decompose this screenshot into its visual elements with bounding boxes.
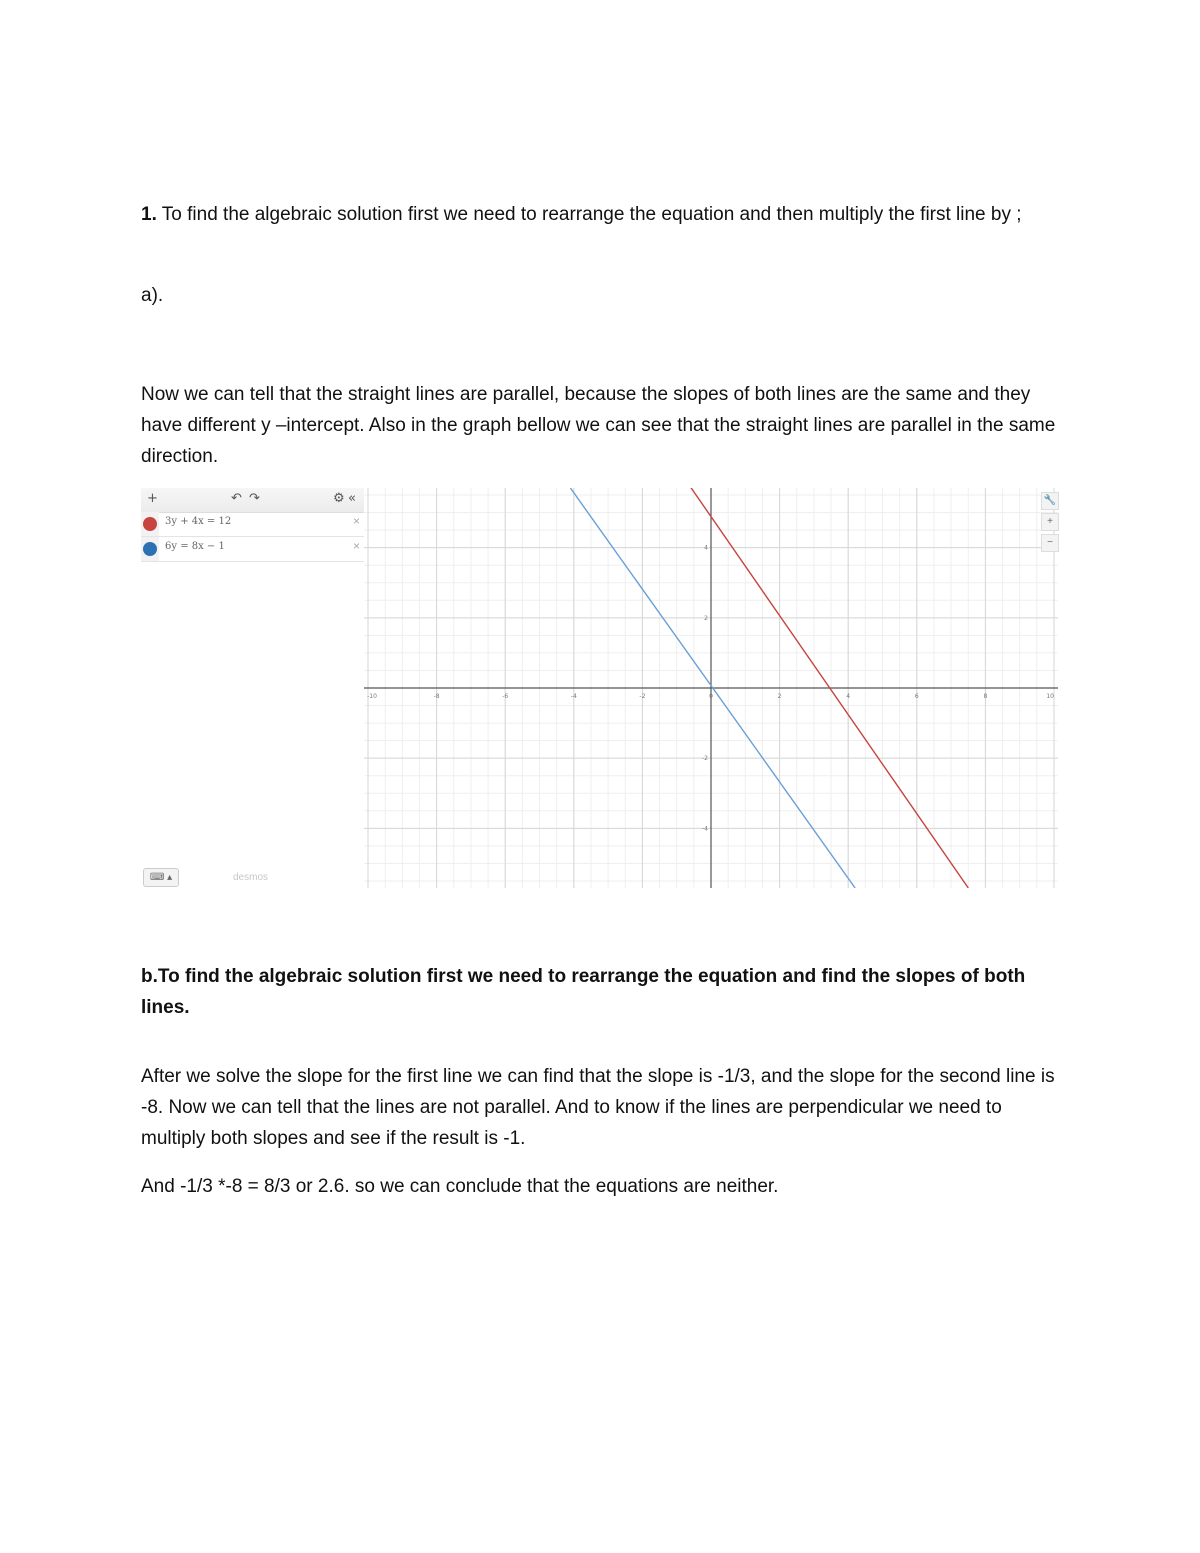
y-tick-label: -4 <box>702 825 708 833</box>
expression-text[interactable]: 6y = 8x − 1 <box>165 541 225 552</box>
x-tick-label: 0 <box>709 693 713 700</box>
x-tick-label: -4 <box>570 693 577 700</box>
question-number: 1. <box>141 204 157 225</box>
expression-toolbar <box>141 488 364 513</box>
collapse-icon[interactable]: « <box>348 491 356 506</box>
expression-text[interactable]: 3y + 4x = 12 <box>165 516 232 527</box>
expression-row[interactable] <box>141 537 364 562</box>
redo-icon[interactable]: ↷ <box>249 491 260 506</box>
paragraph-1 <box>141 199 1066 230</box>
expression-panel <box>141 488 364 888</box>
x-tick-label: -2 <box>639 693 646 700</box>
y-tick-label: -2 <box>702 755 708 763</box>
graph-color-icon[interactable] <box>143 542 157 556</box>
y-tick-label: 2 <box>704 614 708 622</box>
paragraph-1-text: To find the algebraic solution first we need to rearrange the equation and then multiply the first line by ; <box>156 204 1022 225</box>
x-tick-label: 4 <box>846 693 851 700</box>
graph-canvas[interactable] <box>364 488 1058 888</box>
zoom-out-button[interactable]: − <box>1041 534 1059 552</box>
delete-icon[interactable]: × <box>352 514 360 528</box>
x-tick-label: 10 <box>1046 693 1054 700</box>
paragraph-6: And -1/3 *-8 = 8/3 or 2.6. so we can conclude that the equations are neither. <box>141 1176 779 1197</box>
paragraph-a-label: a). <box>141 285 164 306</box>
y-tick-label: 4 <box>704 544 708 552</box>
x-tick-label: -8 <box>433 693 440 700</box>
x-tick-label: -10 <box>367 693 377 700</box>
x-tick-label: -6 <box>502 693 509 700</box>
keypad-toggle-button[interactable]: ⌨ ▴ <box>143 868 179 887</box>
undo-icon[interactable]: ↶ <box>231 491 242 506</box>
delete-icon[interactable]: × <box>352 539 360 553</box>
x-tick-label: 2 <box>777 693 782 700</box>
wrench-icon[interactable]: 🔧 <box>1041 492 1059 510</box>
x-tick-label: 8 <box>983 693 988 700</box>
graph-color-icon[interactable] <box>143 517 157 531</box>
gear-icon[interactable]: ⚙ <box>333 491 345 506</box>
x-tick-label: 6 <box>914 693 919 700</box>
expression-row[interactable] <box>141 512 364 537</box>
zoom-in-button[interactable]: + <box>1041 513 1059 531</box>
desmos-screenshot <box>141 488 1058 888</box>
paragraph-3: Now we can tell that the straight lines are parallel, because the slopes of both lines are the same and they have different y –intercept. Also in the graph bellow we can see that the straight lines are parallel in the same direction. <box>141 384 1056 467</box>
desmos-logo: desmos <box>233 872 269 883</box>
paragraph-b: b.To find the algebraic solution first we need to rearrange the equation and find the slopes of both lines. <box>141 966 1026 1018</box>
zoom-controls <box>1041 492 1057 555</box>
add-icon[interactable]: + <box>147 491 158 506</box>
paragraph-5: After we solve the slope for the first line we can find that the slope is -1/3, and the slope for the second line is -8. Now we can tell that the lines are not parallel. And to know if the lines are perpendicular we need to multiply both slopes and see if the result is -1. <box>141 1066 1055 1149</box>
